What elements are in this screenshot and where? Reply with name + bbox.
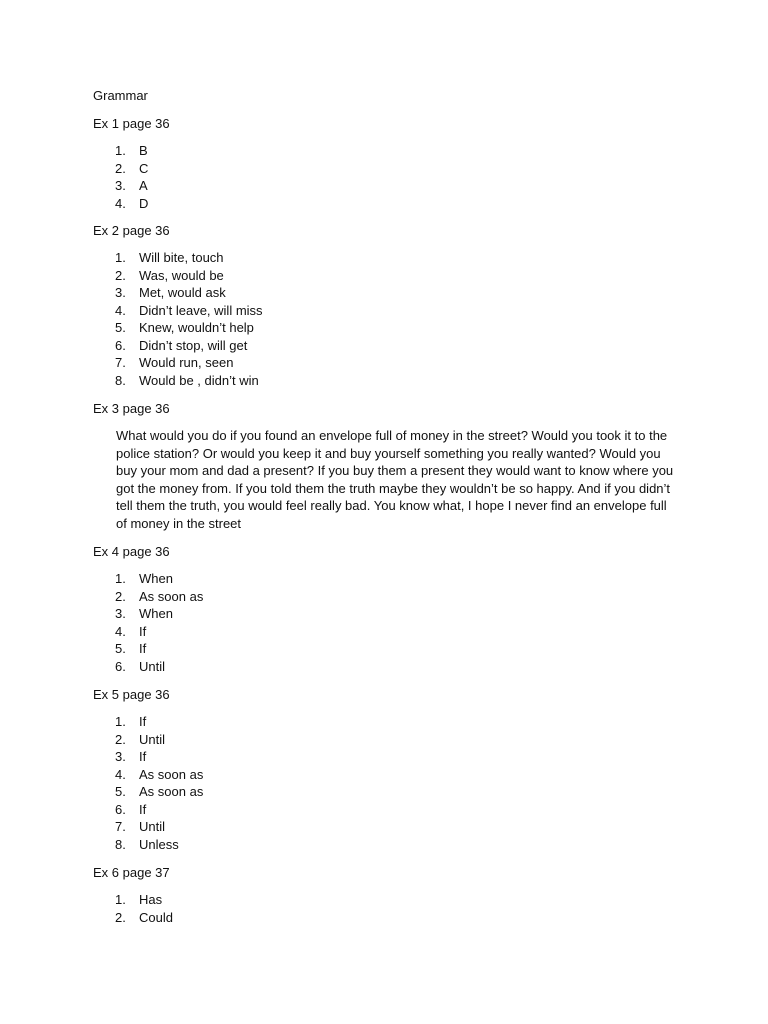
exercise-5 [93,686,683,704]
list-item: 5. If [115,641,147,656]
list-item: 1. Will bite, touch [115,250,224,265]
exercise-heading: Ex 5 page 36 [93,687,170,702]
list-item: 3. When [115,606,173,621]
list-item: 2. C [115,160,149,176]
exercise-heading: Ex 3 page 36 [93,401,170,416]
list-item: 6. Didn’t stop, will get [115,337,248,353]
exercise-heading: Ex 6 page 37 [93,865,170,880]
list-item: 4. As soon as [115,766,204,782]
exercise-4 [93,543,683,561]
exercise-6 [93,864,683,882]
exercise-3 [93,400,683,418]
list-item: 1. If [115,714,147,729]
page-title: Grammar [93,88,148,103]
list-item: 6. If [115,801,147,817]
list-item: 8. Would be , didn’t win [115,372,259,388]
exercise-2 [93,222,683,240]
list-item: 3. A [115,178,148,193]
list-item: 7. Would run, seen [115,355,234,370]
list-item: 5. Knew, wouldn’t help [115,320,254,335]
exercise-heading: Ex 4 page 36 [93,544,170,559]
list-item: 7. Until [115,819,166,834]
list-item: 4. D [115,195,149,211]
list-item: 1. Has [115,892,163,907]
paragraph: What would you do if you found an envelope full of money in the street? Would you took it to the police station? Or would you keep it and buy yourself something you really wanted? Would you buy your mom and dad a present? If you buy them a present they would want to know where you got the money from. If you told them the truth maybe they wouldn’t be so happy. And if you didn’t tell them the truth, you would feel really bad. You know what, I hope I never find an envelope full of money in the street [116,428,674,531]
list-item: 2. Could [115,909,173,925]
list-item: 2. Was, would be [115,267,224,283]
list-item: 4. Didn’t leave, will miss [115,302,263,318]
exercise-heading: Ex 2 page 36 [93,223,170,238]
list-item: 1. When [115,571,173,586]
list-item: 4. If [115,623,147,639]
list-item: 8. Unless [115,836,179,852]
list-item: 2. Until [115,731,166,747]
list-item: 2. As soon as [115,588,204,604]
list-item: 5. As soon as [115,784,204,799]
list-item: 3. If [115,749,147,764]
list-item: 1. B [115,143,148,158]
document-title [93,87,683,105]
list-item: 6. Until [115,658,166,674]
exercise-heading: Ex 1 page 36 [93,116,170,131]
list-item: 3. Met, would ask [115,285,226,300]
exercise-1 [93,115,683,133]
